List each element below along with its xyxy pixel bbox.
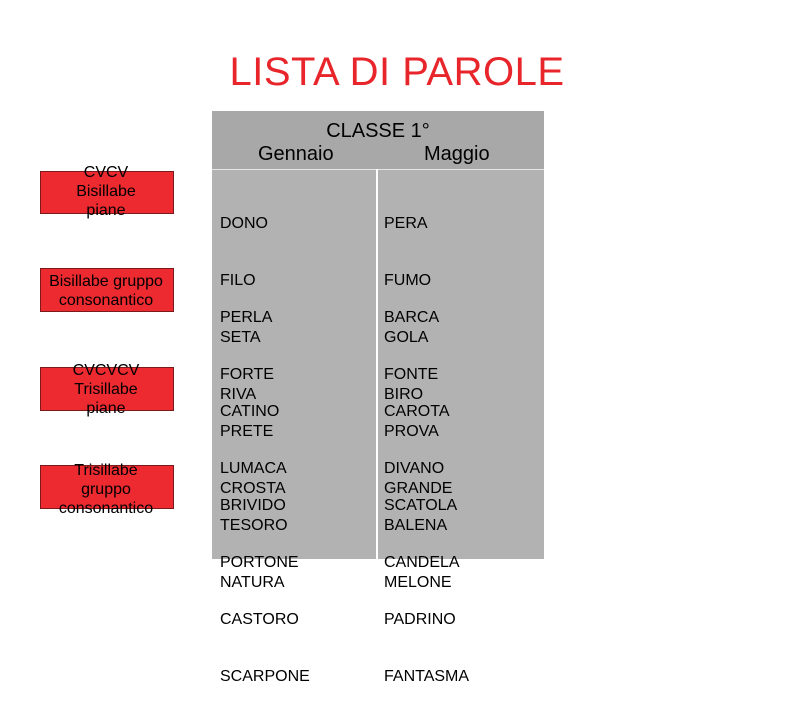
word: LUMACA	[220, 460, 287, 477]
word: BALENA	[384, 517, 448, 534]
word: SCARPONE	[220, 668, 310, 685]
word: PORTONE	[220, 554, 299, 571]
word: RIVA	[220, 386, 257, 403]
word: SETA	[220, 329, 261, 346]
word: PRETE	[220, 423, 274, 440]
table-header	[212, 111, 544, 170]
word: DIVANO	[384, 460, 445, 477]
word: FORTE	[220, 366, 274, 383]
month-gennaio: Gennaio	[258, 143, 334, 165]
word-table	[212, 111, 544, 685]
word: PROVA	[384, 423, 439, 440]
word: PERLA	[220, 309, 273, 326]
column-divider	[376, 169, 378, 559]
word: FONTE	[384, 366, 439, 383]
word: PADRINO	[384, 611, 456, 628]
word: CAROTA	[384, 403, 450, 420]
class-title: CLASSE 1°	[326, 120, 430, 142]
page-title: LISTA DI PAROLE	[229, 50, 565, 94]
word: FILO	[220, 272, 256, 289]
word: SCATOLA	[384, 497, 458, 514]
month-maggio: Maggio	[424, 143, 490, 165]
words-gennaio-row-4	[220, 458, 310, 724]
word: CANDELA	[384, 554, 460, 571]
word: PERA	[384, 215, 428, 232]
word: NATURA	[220, 574, 285, 591]
word: GOLA	[384, 329, 429, 346]
word: CATINO	[220, 403, 280, 420]
word: BARCA	[384, 309, 440, 326]
word: BRIVIDO	[220, 497, 286, 514]
category-label-1: CVCV Bisillabe piane	[76, 164, 136, 219]
word: BIRO	[384, 386, 424, 403]
word: MELONE	[384, 574, 452, 591]
category-label-4: Trisillabe gruppo consonantico	[58, 462, 154, 517]
word: CASTORO	[220, 611, 299, 628]
word: FUMO	[384, 272, 432, 289]
word: DONO	[220, 215, 268, 232]
category-label-3: CVCVCV Trisillabe piane	[72, 362, 140, 417]
words-maggio-row-4	[384, 458, 469, 724]
word: CROSTA	[220, 480, 286, 497]
word: GRANDE	[384, 480, 453, 497]
word: TESORO	[220, 517, 288, 534]
category-label-2: Bisillabe gruppo consonantico	[49, 273, 163, 309]
word: FANTASMA	[384, 668, 470, 685]
